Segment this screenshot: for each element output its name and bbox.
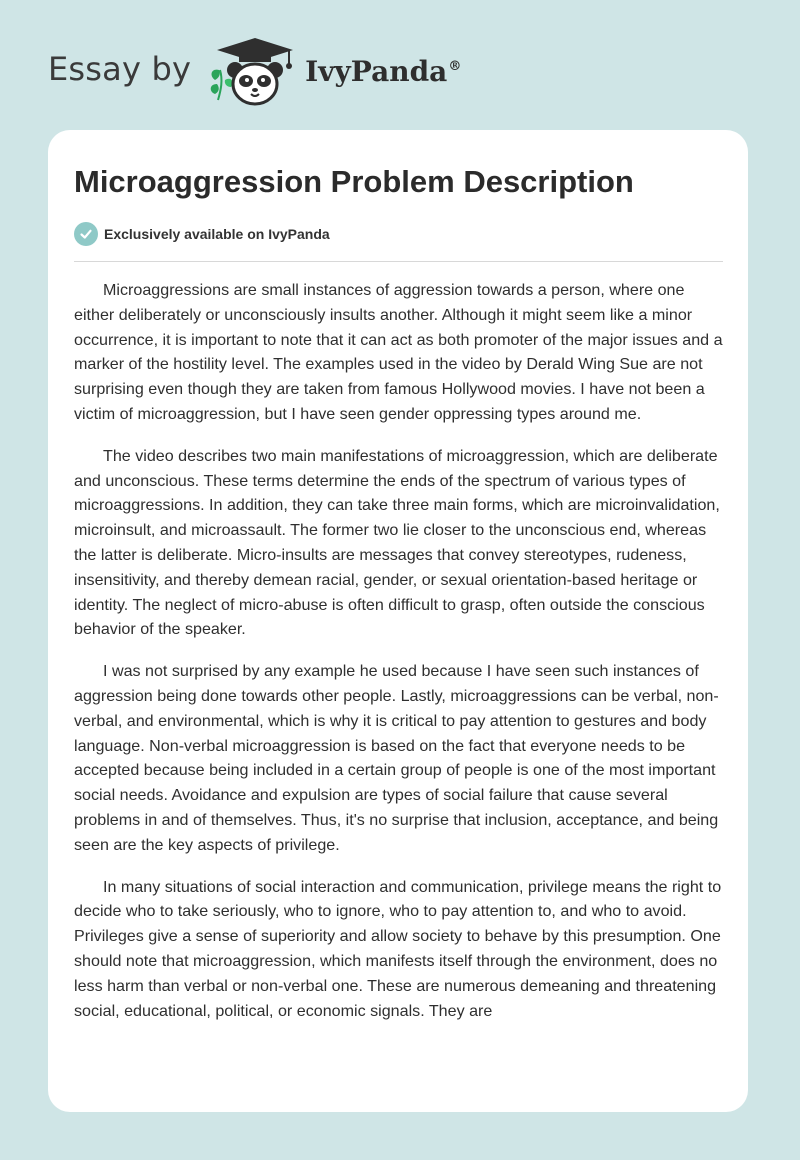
page-title: Microaggression Problem Description — [74, 164, 634, 199]
exclusive-badge — [74, 222, 330, 246]
registered-mark: ® — [448, 59, 462, 75]
brand-name[interactable]: IvyPanda® — [305, 54, 462, 88]
paragraph: Microaggressions are small instances of aggression towards a person, where one either deliberately or unconsciously insults another. Although it might seem like a minor occurrence, it is important to note that it can act as both promoter of the major issues and a marker of the hostility level. The examples used in the video by Derald Wing Sue are not surprising even though they are taken from famous Hollywood movies. I have not been a victim of microaggression, but I have seen gender oppressing types around me. — [74, 281, 723, 423]
divider — [74, 261, 723, 262]
exclusive-badge-text: Exclusively available on IvyPanda — [104, 226, 330, 242]
site-header — [48, 34, 488, 110]
check-circle-icon — [74, 222, 98, 246]
paragraph: In many situations of social interaction and communication, privilege means the right to decide who to take seriously, who to ignore, who to pay attention to, and who to avoid. Privileges give a sense of superiority and allow society to behave by this presumption. One should note that microaggression, which manifests itself through the environment, does no less harm than verbal or non-verbal one. These are numerous demeaning and threatening social, educational, political, or economic signals. They are — [74, 877, 722, 1020]
essay-by-label: Essay by — [48, 50, 192, 88]
panda-graduate-icon — [205, 34, 301, 110]
essay-card — [48, 130, 748, 1112]
paragraph: The video describes two main manifestations of microaggression, which are deliberate and unconscious. These terms determine the ends of the spectrum of various types of microaggressions. In addition, they can take three main forms, which are microinvalidation, microinsult, and microassault. The former two lie closer to the unconscious end, whereas the latter is deliberate. Micro-insults are messages that convey stereotypes, rudeness, insensitivity, and thereby demean racial, gender, or sexual orientation-based heritage or identity. The neglect of micro-abuse is often difficult to grasp, often outside the conscious behavior of the speaker. — [74, 446, 720, 639]
essay-body — [74, 278, 726, 1040]
paragraph: I was not surprised by any example he used because I have seen such instances of aggression being done towards other people. Lastly, microaggressions can be verbal, non-verbal, and environmental, which is why it is critical to pay attention to gestures and body language. Non-verbal microaggression is based on the fact that everyone needs to be accepted because being included in a certain group of people is one of the most important social needs. Avoidance and expulsion are types of social failure that cause several problems in and of themselves. Thus, it's no surprise that inclusion, acceptance, and being seen are the key aspects of privilege. — [74, 662, 719, 854]
